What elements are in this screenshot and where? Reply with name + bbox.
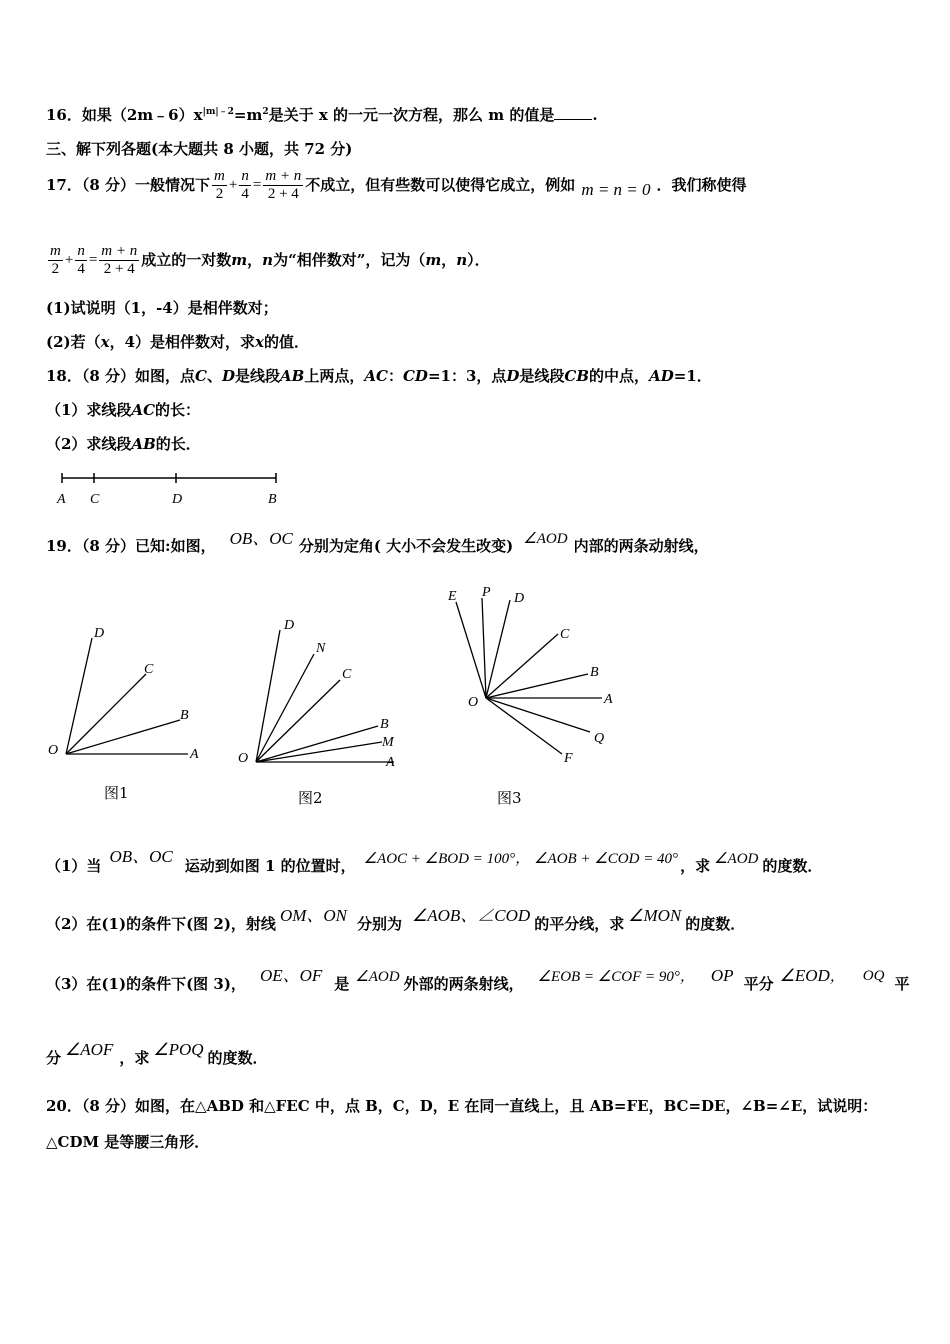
question-20-line1: 20．（8 分）如图，在△ABD 和△FEC 中，点 B，C，D，E 在同一直线上，且 AB=FE，BC=DE，∠B=∠E，试说明： xyxy=(46,1097,878,1115)
ray-oc xyxy=(486,634,558,698)
fraction-n-over-4: $\frac{n}{4}$ xyxy=(241,167,249,202)
ray-of xyxy=(486,698,562,754)
label-a: A xyxy=(190,747,199,762)
question-17-line2: $\frac{m}{2}$ + $\frac{n}{4}$ = $\frac{m + n}{2 + 4}$ 成立的一对数 m ， n 为“相伴数对”，记为（ m ， n ）． xyxy=(50,242,490,277)
question-19-part3-cont: 分 ∠AOF ，求 ∠POQ 的度数． xyxy=(46,1040,268,1067)
example-equation: m = n = 0 xyxy=(581,180,651,199)
question-16: 16．如果$(2m﹣6)x^{|m|﹣2}=m^2$是关于 x 的一元一次方程，那么 m 的值是 . xyxy=(46,106,598,124)
answer-blank xyxy=(554,105,592,120)
question-20-line2: △CDM 是等腰三角形． xyxy=(46,1133,210,1151)
label-f: F xyxy=(564,751,573,766)
label-c: C xyxy=(90,492,100,507)
figure-3-caption: 图3 xyxy=(497,789,522,807)
label-a: A xyxy=(386,755,395,770)
ray-od xyxy=(66,638,92,754)
question-18: 18．（8 分）如图，点C、D是线段AB上两点，AC：CD=1：3，点D是线段CB的中点，AD=1． xyxy=(46,367,712,385)
figure-2 xyxy=(232,612,412,777)
ray-on xyxy=(256,654,314,762)
label-m: M xyxy=(382,735,394,750)
label-b: B xyxy=(180,708,189,723)
fraction-n-over-4: $\frac{n}{4}$ xyxy=(77,242,85,277)
fraction-m-over-2: $\frac{m}{2}$ xyxy=(214,167,225,202)
fraction-m-over-2: $\frac{m}{2}$ xyxy=(50,242,61,277)
label-a: A xyxy=(57,492,66,507)
question-19: 19．（8 分）已知:如图， OB、OC 分别为定角( 大小不会发生改变) ∠AOD 内部的两条动射线， xyxy=(46,529,709,555)
figure-1-caption: 图1 xyxy=(104,784,129,802)
fraction-sum: $\frac{m + n}{2 + 4}$ xyxy=(265,167,302,202)
segment-figure xyxy=(50,468,290,510)
label-d: D xyxy=(514,591,525,606)
figure-3 xyxy=(440,582,630,772)
label-q: Q xyxy=(594,731,605,746)
label-a: A xyxy=(604,692,613,707)
section-heading: 三、解下列各题(本大题共 8 小题，共 72 分) xyxy=(46,140,353,158)
label-n: N xyxy=(316,641,326,656)
ray-od xyxy=(486,600,510,698)
label-c: C xyxy=(144,662,154,677)
label-d: D xyxy=(284,618,295,633)
label-c: C xyxy=(560,627,570,642)
label-o: O xyxy=(48,743,59,758)
question-17-part2: (2)若（x，4）是相伴数对，求x的值． xyxy=(46,333,310,351)
ray-oq xyxy=(486,698,590,732)
question-17-part1: (1)试说明（1，-4）是相伴数对； xyxy=(46,299,278,317)
label-o: O xyxy=(238,751,249,766)
label-c: C xyxy=(342,667,352,682)
figure-1 xyxy=(40,620,220,770)
label-d: D xyxy=(94,626,105,641)
ray-oe xyxy=(456,602,486,698)
label-d: D xyxy=(172,492,183,507)
label-o: O xyxy=(468,695,479,710)
question-19-part3: （3）在(1)的条件下(图 3)， OE、OF 是 ∠AOD 外部的两条射线， ∠EOB = ∠COF = 90° ， OP 平分 ∠EOD ， OQ 平 xyxy=(46,966,910,993)
label-b: B xyxy=(590,665,599,680)
question-19-part2: （2）在(1)的条件下(图 2)，射线 OM、ON 分别为 ∠AOB、∠COD 的平分线，求 ∠MON 的度数． xyxy=(46,906,746,933)
label-p: P xyxy=(482,585,491,600)
question-17-line1: 17．（8 分）一般情况下 $\frac{m}{2}$ + $\frac{n}{4}$ = $\frac{m + n}{2 + 4}$ 不成立，但有些数可以使得它成立，例如 m = n = 0 ．我们称使得 xyxy=(46,167,747,202)
fraction-sum: $\frac{m + n}{2 + 4}$ xyxy=(101,242,138,277)
label-e: E xyxy=(448,589,457,604)
ray-op xyxy=(482,598,486,698)
ray-ob xyxy=(486,674,588,698)
question-18-part1: （1）求线段AC的长： xyxy=(46,401,201,419)
label-b: B xyxy=(380,717,389,732)
label-b: B xyxy=(268,492,277,507)
question-19-part1: （1）当 OB、OC 运动到如图 1 的位置时， ∠AOC + ∠BOD = 100° ， ∠AOB + ∠COD = 40° ，求 ∠AOD 的度数． xyxy=(46,847,823,875)
ray-om xyxy=(256,742,382,762)
figure-2-caption: 图2 xyxy=(298,789,323,807)
question-18-part2: （2）求线段AB的长． xyxy=(46,435,201,453)
